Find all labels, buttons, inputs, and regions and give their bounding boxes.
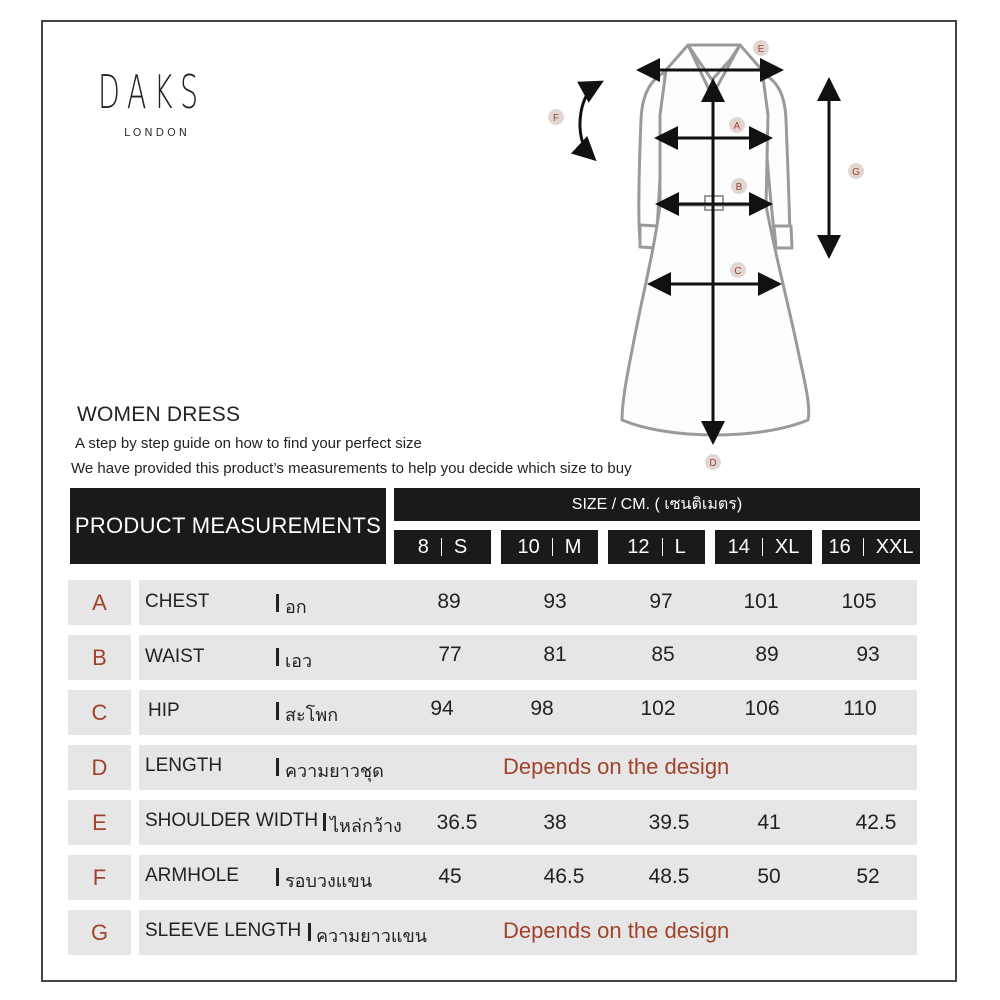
value-xxl: 105: [841, 590, 877, 613]
label-g: G: [852, 167, 860, 178]
row-divider: [323, 813, 326, 831]
row-letter-a: A: [68, 580, 131, 625]
row-name: LENGTH: [145, 755, 223, 776]
size-num: 10: [517, 535, 540, 558]
value-xxl: 110: [843, 697, 877, 720]
size-title: SIZE / CM. ( เซนติเมตร): [571, 496, 743, 513]
subtitle-guide: A step by step guide on how to find your perfect size: [75, 435, 422, 452]
value-m: 93: [543, 590, 567, 613]
row-divider: [308, 923, 311, 941]
row-name: SLEEVE LENGTH: [145, 920, 302, 941]
value-xl: 50: [757, 865, 781, 888]
row-divider: [276, 868, 279, 886]
row-thai: เอว: [285, 651, 313, 672]
label-c: C: [734, 266, 742, 277]
size-num: 8: [417, 535, 429, 558]
row-divider: [276, 648, 279, 666]
row-letter-e: E: [68, 800, 131, 845]
product-measurements-header: [70, 488, 386, 564]
row-thai: ไหล่กว้าง: [330, 816, 402, 837]
product-measurements-label: PRODUCT MEASUREMENTS: [74, 513, 382, 538]
row-divider: [276, 758, 279, 776]
brand-name: DAKS: [98, 65, 206, 119]
value-m: 98: [530, 697, 554, 720]
row-letter-f: F: [68, 855, 131, 900]
label-b: B: [735, 182, 743, 193]
dress-outline: [622, 45, 809, 435]
value-l: 85: [651, 643, 675, 666]
row-letter-b: B: [68, 635, 131, 680]
value-xxl: 42.5: [855, 811, 897, 834]
size-code: M: [564, 535, 582, 558]
size-col-l: [608, 530, 705, 564]
value-m: 81: [543, 643, 567, 666]
value-xl: 106: [744, 697, 780, 720]
value-m: 46.5: [543, 865, 585, 888]
size-code: S: [453, 535, 468, 558]
value-m: 38: [543, 811, 567, 834]
size-num: 12: [627, 535, 650, 558]
brand-sub: LONDON: [124, 126, 190, 139]
value-xl: 101: [743, 590, 779, 613]
row-letter-g: G: [68, 910, 131, 955]
label-e: E: [757, 44, 765, 55]
value-l: 102: [640, 697, 676, 720]
value-xl: 89: [755, 643, 779, 666]
page-title: WOMEN DRESS: [77, 403, 241, 426]
value-l: 48.5: [648, 865, 690, 888]
row-name: HIP: [148, 700, 180, 721]
row-thai: อก: [285, 597, 307, 618]
row-divider: [276, 702, 279, 720]
size-col-xxl: [822, 530, 920, 564]
sleeve-note: Depends on the design: [503, 918, 730, 943]
length-note: Depends on the design: [503, 754, 730, 779]
size-code: XXL: [875, 535, 914, 558]
row-divider: [276, 594, 279, 612]
row-name: CHEST: [145, 591, 210, 612]
value-s: 45: [438, 865, 462, 888]
size-code: XL: [774, 535, 800, 558]
value-xl: 41: [757, 811, 781, 834]
value-s: 94: [430, 697, 454, 720]
row-thai: ความยาวแขน: [316, 926, 428, 947]
value-s: 36.5: [436, 811, 478, 834]
row-letter-c: C: [68, 690, 131, 735]
size-num: 14: [727, 535, 750, 558]
value-xxl: 52: [856, 865, 880, 888]
value-l: 39.5: [648, 811, 690, 834]
size-title-bar: [394, 488, 920, 521]
value-l: 97: [649, 590, 673, 613]
label-d: D: [709, 458, 717, 469]
value-s: 77: [438, 643, 462, 666]
value-xxl: 93: [856, 643, 880, 666]
value-s: 89: [437, 590, 461, 613]
size-col-s: [394, 530, 491, 564]
row-name: WAIST: [145, 646, 205, 667]
label-a: A: [733, 121, 741, 132]
size-col-m: [501, 530, 598, 564]
size-col-xl: [715, 530, 812, 564]
row-thai: รอบวงแขน: [285, 871, 373, 892]
label-f: F: [552, 113, 560, 124]
row-thai: ความยาวชุด: [285, 761, 384, 782]
subtitle-info: We have provided this product’s measurements to help you decide which size to buy: [71, 460, 632, 477]
row-thai: สะโพก: [285, 705, 339, 726]
size-code: L: [674, 535, 686, 558]
row-name: SHOULDER WIDTH: [145, 810, 319, 831]
size-num: 16: [828, 535, 851, 558]
row-name: ARMHOLE: [145, 865, 239, 886]
row-letter-d: D: [68, 745, 131, 790]
